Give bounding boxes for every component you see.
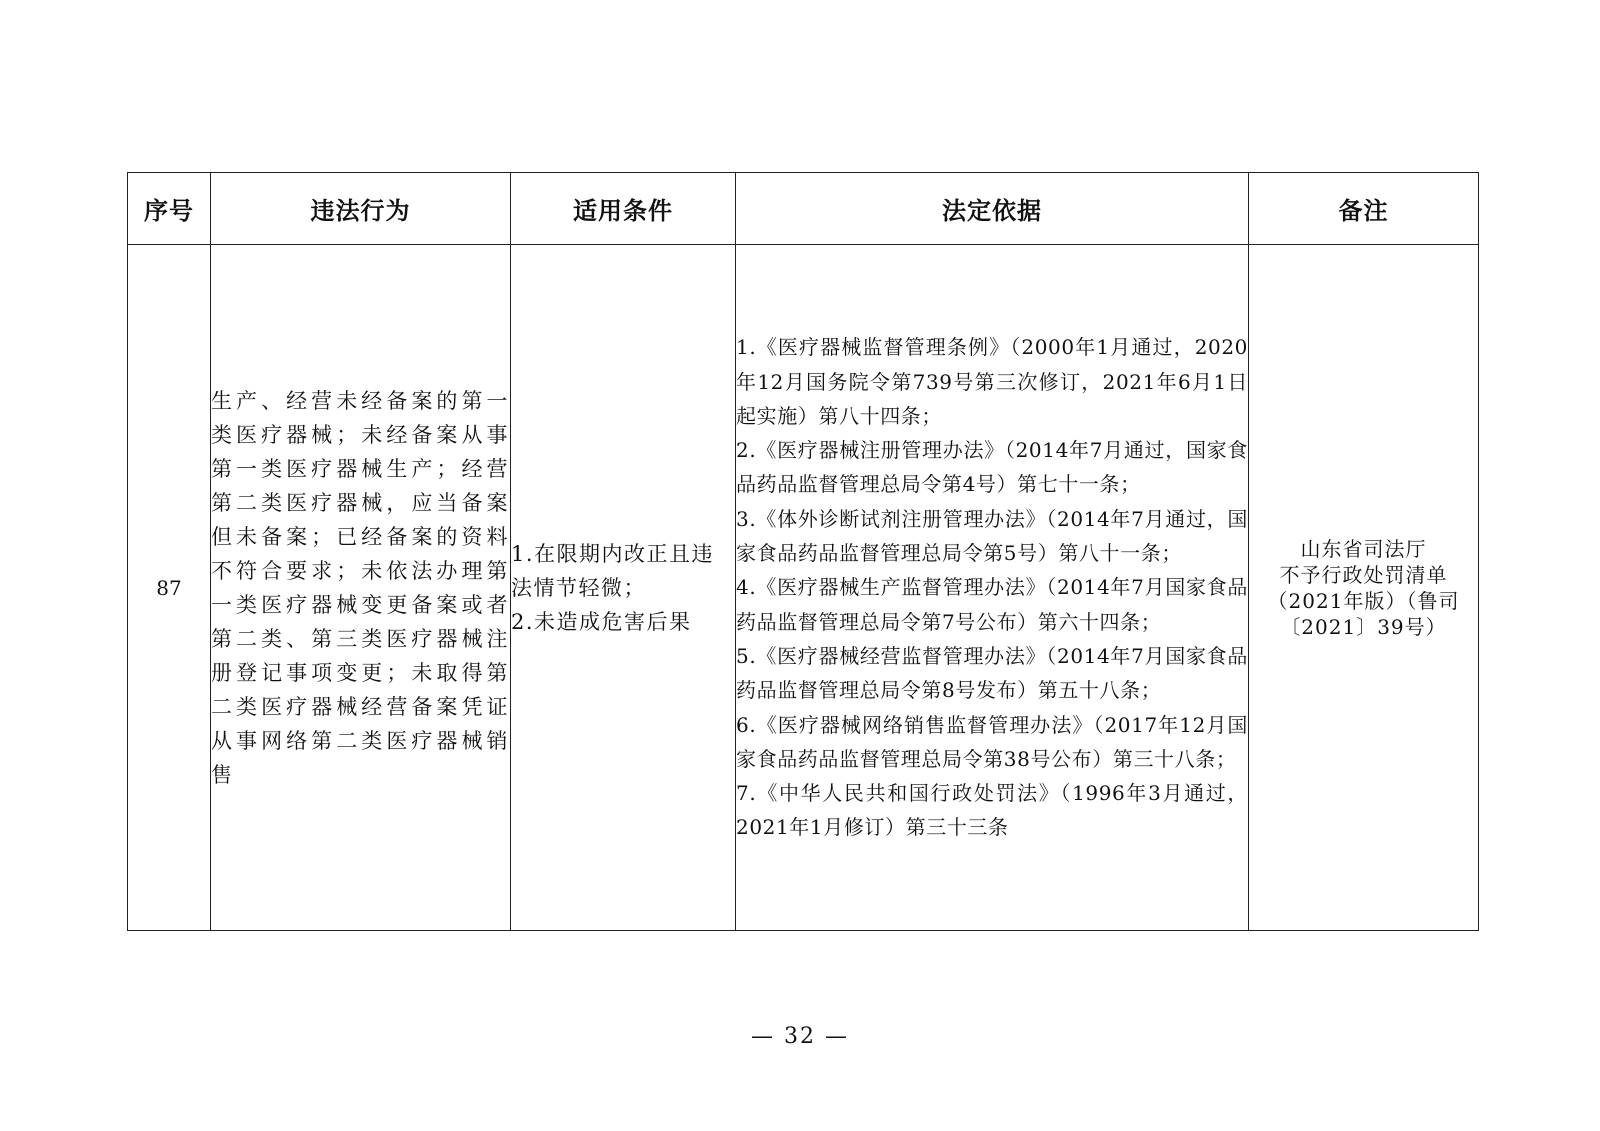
cell-remarks <box>1249 245 1479 931</box>
cell-behavior: 生产、经营未经备案的第一类医疗器械；未经备案从事第一类医疗器械生产；经营第二类医疗器械，应当备案但未备案；已经备案的资料不符合要求；未依法办理第一类医疗器械变更备案或者第二类、第三类医疗器械注册登记事项变更；未取得第二类医疗器械经营备案凭证从事网络第二类医疗器械销售 <box>211 245 511 931</box>
penalty-exemption-table <box>127 172 1479 931</box>
header-seq: 序号 <box>128 173 211 245</box>
page-number: — 32 — <box>751 1024 849 1049</box>
basis-item: 5.《医疗器械经营监督管理办法》（2014年7月国家食品药品监督管理总局令第8号发布）第五十八条； <box>736 643 1248 703</box>
header-remarks: 备注 <box>1249 173 1479 245</box>
cell-seq: 87 <box>128 245 211 931</box>
basis-item: 2.《医疗器械注册管理办法》（2014年7月通过，国家食品药品监督管理总局令第4号）第七十一条； <box>736 438 1248 497</box>
condition-item: 2.未造成危害后果 <box>511 609 692 634</box>
cell-basis <box>736 245 1249 931</box>
cell-conditions <box>511 245 736 931</box>
table-header-row <box>128 173 1479 245</box>
remark-line: （2021年版）（鲁司 <box>1267 588 1460 613</box>
basis-item: 1.《医疗器械监督管理条例》（2000年1月通过，2020年12月国务院令第739号第三次修订，2021年6月1日起实施）第八十四条； <box>736 335 1248 428</box>
remark-line: 山东省司法厅 <box>1300 536 1427 561</box>
remark-line: 〔2021〕39号） <box>1280 614 1447 639</box>
table-row <box>128 245 1479 931</box>
basis-item: 6.《医疗器械网络销售监督管理办法》（2017年12月国家食品药品监督管理总局令第38号公布）第三十八条； <box>736 712 1248 771</box>
header-behavior: 违法行为 <box>211 173 511 245</box>
basis-item: 4.《医疗器械生产监督管理办法》（2014年7月国家食品药品监督管理总局令第7号公布）第六十四条； <box>736 575 1248 634</box>
basis-item: 7.《中华人民共和国行政处罚法》（1996年3月通过，2021年1月修订）第三十三条 <box>736 781 1248 840</box>
header-basis: 法定依据 <box>736 173 1249 245</box>
remark-line: 不予行政处罚清单 <box>1279 562 1448 587</box>
basis-item: 3.《体外诊断试剂注册管理办法》（2014年7月通过，国家食品药品监督管理总局令第5号）第八十一条； <box>736 506 1248 566</box>
header-conditions: 适用条件 <box>511 173 736 245</box>
condition-item: 1.在限期内改正且违法情节轻微； <box>511 541 715 600</box>
